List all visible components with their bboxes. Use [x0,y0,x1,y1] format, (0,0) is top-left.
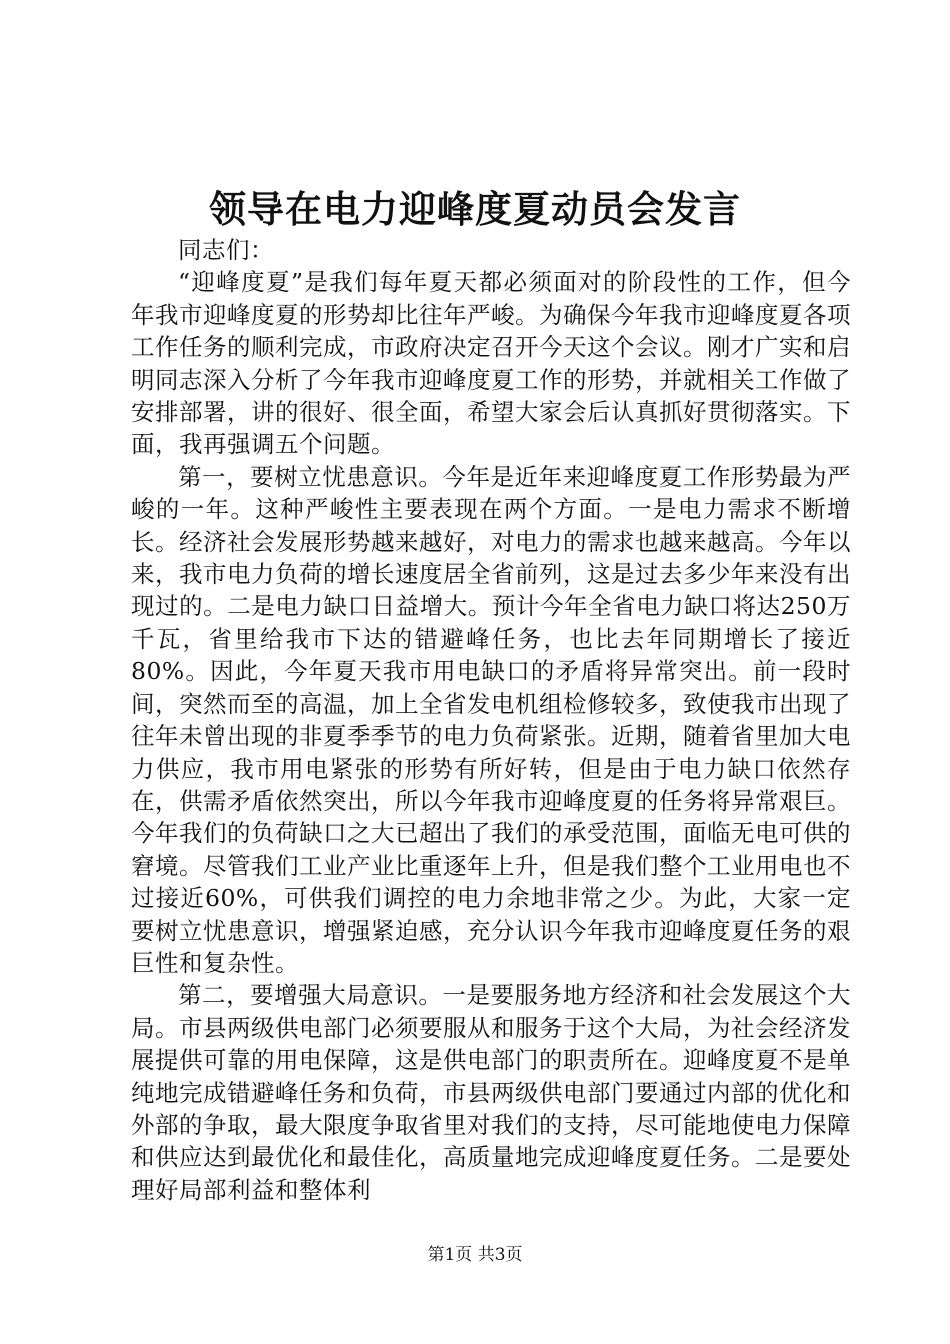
document-body [131,234,851,1206]
paragraph-first-point: 第一，要树立忧患意识。今年是近年来迎峰度夏工作形势最为严峻的一年。这种严峻性主要表现在两个方面。一是电力需求不断增长。经济社会发展形势越来越好，对电力的需求也越来越高。今年以来，我市电力负荷的增长速度居全省前列，这是过去多少年来没有出现过的。二是电力缺口日益增大。预计今年全省电力缺口将达250万千瓦，省里给我市下达的错避峰任务，也比去年同期增长了接近80%。因此，今年夏天我市用电缺口的矛盾将异常突出。前一段时间，突然而至的高温，加上全省发电机组检修较多，致使我市出现了往年未曾出现的非夏季季节的电力负荷紧张。近期，随着省里加大电力供应，我市用电紧张的形势有所好转，但是由于电力缺口依然存在，供需矛盾依然突出，所以今年我市迎峰度夏的任务将异常艰巨。今年我们的负荷缺口之大已超出了我们的承受范围，面临无电可供的窘境。尽管我们工业产业比重逐年上升，但是我们整个工业用电也不过接近60%，可供我们调控的电力余地非常之少。为此，大家一定要树立忧患意识，增强紧迫感，充分认识今年我市迎峰度夏任务的艰巨性和复杂性。 [131,462,851,977]
page-number-footer: 第1页 共3页 [427,1245,523,1265]
document-title: 领导在电力迎峰度夏动员会发言 [209,187,741,231]
paragraph-second-point: 第二，要增强大局意识。一是要服务地方经济和社会发展这个大局。市县两级供电部门必须要服从和服务于这个大局，为社会经济发展提供可靠的用电保障，这是供电部门的职责所在。迎峰度夏不是单纯地完成错避峰任务和负荷，市县两级供电部门要通过内部的优化和外部的争取，最大限度争取省里对我们的支持，尽可能地使电力保障和供应达到最优化和最佳化，高质量地完成迎峰度夏任务。二是要处理好局部利益和整体利 [131,981,851,1204]
salutation: 同志们： [178,236,274,264]
paragraph-intro: “迎峰度夏”是我们每年夏天都必须面对的阶段性的工作，但今年我市迎峰度夏的形势却比往年严峻。为确保今年我市迎峰度夏各项工作任务的顺利完成，市政府决定召开今天这个会议。刚才广实和启明同志深入分析了今年我市迎峰度夏工作的形势，并就相关工作做了安排部署，讲的很好、很全面，希望大家会后认真抓好贯彻落实。下面，我再强调五个问题。 [131,268,851,459]
